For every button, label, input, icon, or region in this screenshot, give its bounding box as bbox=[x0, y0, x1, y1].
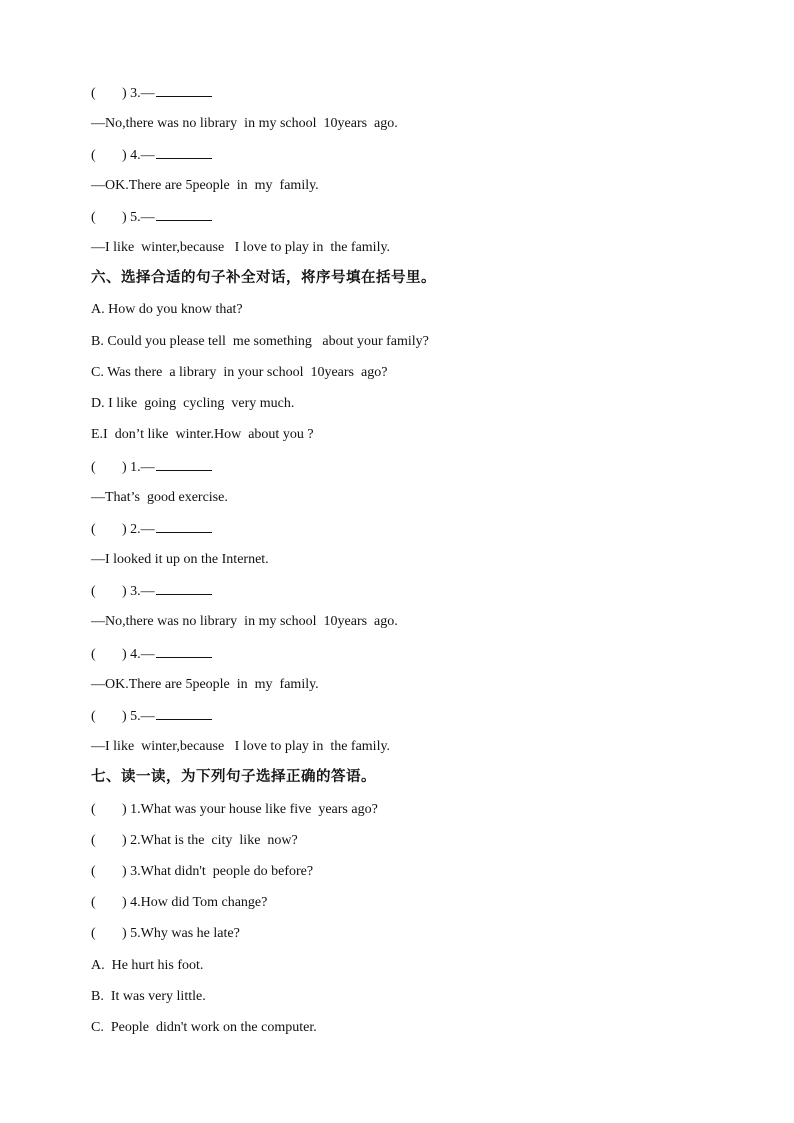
question-line bbox=[91, 458, 212, 477]
answer-blank[interactable] bbox=[156, 84, 212, 97]
question-line bbox=[91, 707, 212, 726]
response-line: —I like winter,because I love to play in the family. bbox=[91, 739, 391, 754]
question-number: ) 5.— bbox=[122, 210, 155, 225]
answer-blank[interactable] bbox=[156, 582, 212, 595]
option-c: C. Was there a library in your school 10years ago? bbox=[91, 365, 388, 380]
answer-paren[interactable]: ( bbox=[91, 460, 96, 475]
question-line bbox=[91, 208, 212, 227]
section-7-title: 七、读一读，为下列句子选择正确的答语。 bbox=[91, 769, 376, 785]
option-a: A. How do you know that? bbox=[91, 302, 243, 317]
answer-option-c: C. People didn't work on the computer. bbox=[91, 1020, 317, 1035]
question-line bbox=[91, 645, 212, 664]
question-number: ) 2.— bbox=[122, 522, 155, 537]
answer-paren[interactable]: ( bbox=[91, 833, 96, 848]
question-number: ) 1.— bbox=[122, 460, 155, 475]
answer-paren[interactable]: ( bbox=[91, 864, 96, 879]
question-line bbox=[91, 520, 212, 539]
answer-blank[interactable] bbox=[156, 146, 212, 159]
answer-blank[interactable] bbox=[156, 645, 212, 658]
response-line: —I like winter,because I love to play in the family. bbox=[91, 240, 391, 255]
answer-paren[interactable]: ( bbox=[91, 647, 96, 662]
response-line: —No,there was no library in my school 10years ago. bbox=[91, 116, 398, 131]
response-line: —OK.There are 5people in my family. bbox=[91, 178, 319, 193]
answer-paren[interactable]: ( bbox=[91, 522, 96, 537]
option-b: B. Could you please tell me something about your family? bbox=[91, 334, 429, 349]
answer-paren[interactable]: ( bbox=[91, 895, 96, 910]
section-6-title: 六、选择合适的句子补全对话，将序号填在括号里。 bbox=[91, 270, 436, 286]
question-text: ) 2.What is the city like now? bbox=[122, 833, 298, 848]
response-line: —That’s good exercise. bbox=[91, 490, 228, 505]
question-line bbox=[91, 84, 212, 103]
question-line bbox=[91, 582, 212, 601]
response-line: —OK.There are 5people in my family. bbox=[91, 677, 319, 692]
answer-paren[interactable]: ( bbox=[91, 584, 96, 599]
option-d: D. I like going cycling very much. bbox=[91, 396, 295, 411]
answer-paren[interactable]: ( bbox=[91, 802, 96, 817]
question-line bbox=[91, 801, 378, 819]
answer-paren[interactable]: ( bbox=[91, 86, 96, 101]
answer-blank[interactable] bbox=[156, 208, 212, 221]
question-number: ) 4.— bbox=[122, 148, 155, 163]
question-text: ) 3.What didn't people do before? bbox=[122, 864, 314, 879]
question-text: ) 1.What was your house like five years ago? bbox=[122, 802, 378, 817]
question-number: ) 4.— bbox=[122, 647, 155, 662]
question-text: ) 4.How did Tom change? bbox=[122, 895, 268, 910]
question-line bbox=[91, 863, 313, 881]
question-number: ) 3.— bbox=[122, 584, 155, 599]
answer-paren[interactable]: ( bbox=[91, 210, 96, 225]
question-line bbox=[91, 925, 240, 943]
question-text: ) 5.Why was he late? bbox=[122, 926, 240, 941]
answer-paren[interactable]: ( bbox=[91, 709, 96, 724]
answer-blank[interactable] bbox=[156, 458, 212, 471]
response-line: —I looked it up on the Internet. bbox=[91, 552, 269, 567]
answer-option-a: A. He hurt his foot. bbox=[91, 958, 204, 973]
question-number: ) 5.— bbox=[122, 709, 155, 724]
question-line bbox=[91, 146, 212, 165]
answer-paren[interactable]: ( bbox=[91, 148, 96, 163]
answer-blank[interactable] bbox=[156, 520, 212, 533]
response-line: —No,there was no library in my school 10years ago. bbox=[91, 614, 398, 629]
answer-option-b: B. It was very little. bbox=[91, 989, 206, 1004]
answer-blank[interactable] bbox=[156, 707, 212, 720]
question-line bbox=[91, 832, 298, 850]
question-number: ) 3.— bbox=[122, 86, 155, 101]
option-e: E.I don’t like winter.How about you ? bbox=[91, 427, 314, 442]
question-line bbox=[91, 894, 267, 912]
answer-paren[interactable]: ( bbox=[91, 926, 96, 941]
